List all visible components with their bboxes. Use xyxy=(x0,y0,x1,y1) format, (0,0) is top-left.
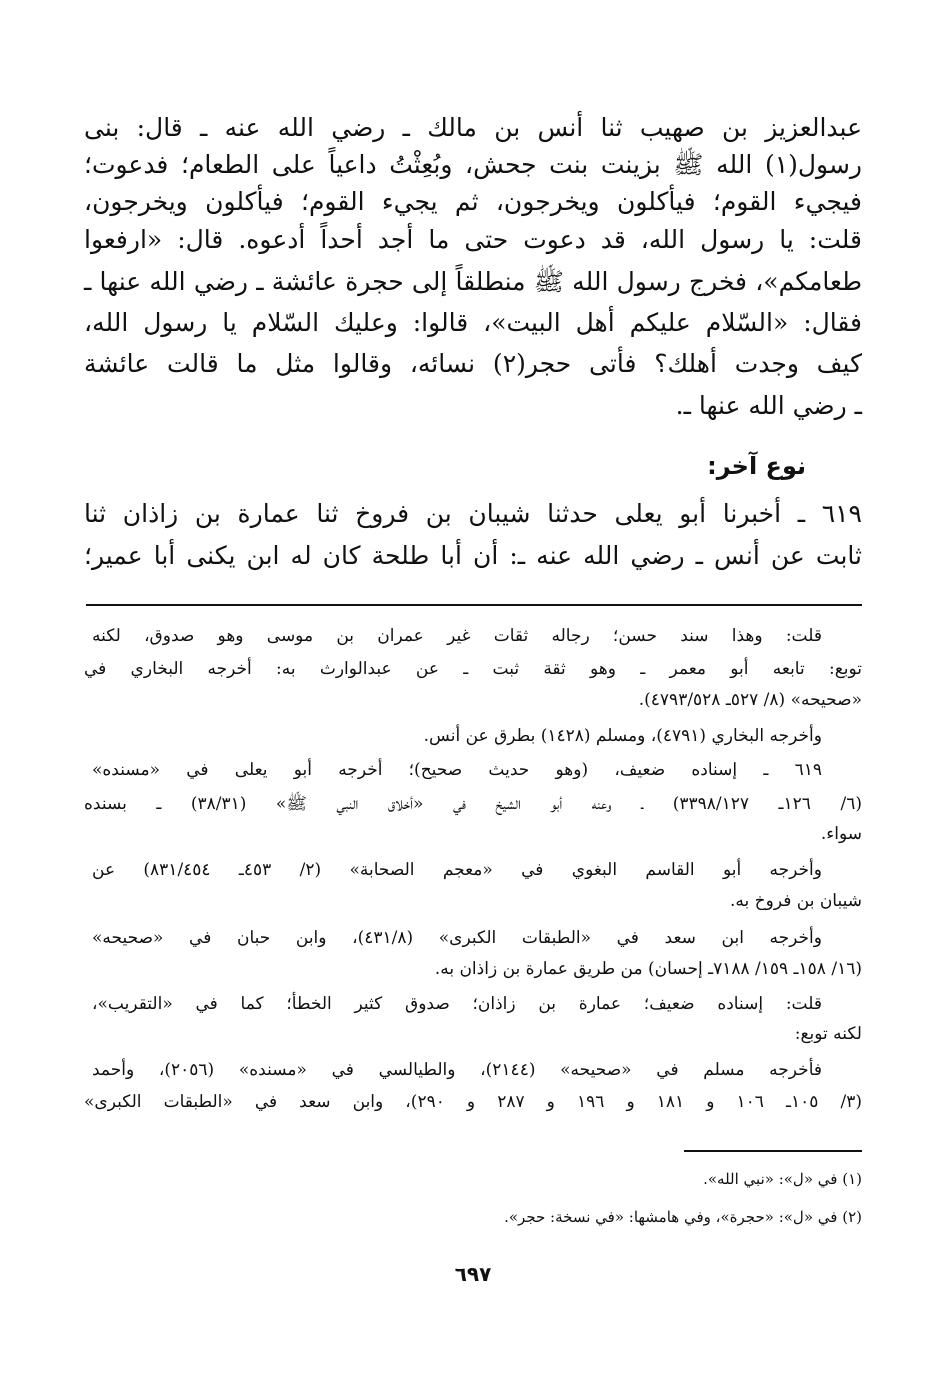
note-line: سواء. xyxy=(820,824,862,844)
note-line: فأخرجه مسلم في «صحيحه» (٢١٤٤)، والطيالسي في «مسنده» (٢٠٥٦)، وأحمد xyxy=(92,1060,822,1080)
note-line: «صحيحه» (٨/ ٥٢٧ـ ٤٧٩٣/٥٢٨). xyxy=(638,690,862,710)
note-line: (١٦/ ١٥٨ـ ١٥٩/ ٧١٨٨ـ إحسان) من طريق عمارة بن زاذان به. xyxy=(434,959,862,979)
note-line: شيبان بن فروخ به. xyxy=(730,891,862,911)
note-line: (٦/ ١٢٦ـ ٣٣٩٨/١٢٧) ـ وعنه أبو الشيخ في «أخلاق النبي ﷺ» (٣٨/٣١) ـ بسنده xyxy=(84,794,862,814)
main-text-line: رسول(١) الله ﷺ بزينت بنت جحش، وبُعِثْتُ داعياً على الطعام؛ فدعوت؛ xyxy=(84,150,862,179)
note-line: وأخرجه البخاري (٤٧٩١)، ومسلم (١٤٢٨) بطرق عن أنس. xyxy=(423,726,822,746)
main-text-line: قلت: يا رسول الله، قد دعوت حتى ما أجد أحداً أدعوه. قال: «ارفعوا xyxy=(84,225,862,254)
main-text-line: عبدالعزيز بن صهيب ثنا أنس بن مالك ـ رضي الله عنه ـ قال: بنى xyxy=(84,113,862,142)
note-line: (٣/ ١٠٥ـ ١٠٦ و ١٨١ و ١٩٦ و ٢٨٧ و ٢٩٠)، وابن سعد في «الطبقات الكبرى» xyxy=(84,1092,862,1112)
main-text-line: فيجيء القوم؛ فيأكلون ويخرجون، ثم يجيء القوم؛ فيأكلون ويخرجون، xyxy=(84,187,862,216)
notes-divider xyxy=(86,604,862,606)
footnote: (١) في «ل»: «نبي الله». xyxy=(703,1170,862,1188)
note-line: قلت: إسناده ضعيف؛ عمارة بن زاذان؛ صدوق كثير الخطأ؛ كما في «التقريب»، xyxy=(92,994,822,1014)
hadith-text-line: ٦١٩ ـ أخبرنا أبو يعلى حدثنا شيبان بن فروخ ثنا عمارة بن زاذان ثنا xyxy=(84,499,862,528)
footnote: (٢) في «ل»: «حجرة»، وفي هامشها: «في نسخة: حجر». xyxy=(504,1208,862,1226)
note-line: توبع: تابعه أبو معمر ـ وهو ثقة ثبت ـ عن عبدالوارث به: أخرجه البخاري في xyxy=(84,659,862,679)
note-line: قلت: وهذا سند حسن؛ رجاله ثقات غير عمران بن موسى وهو صدوق، لكنه xyxy=(92,626,822,646)
main-text-line: طعامكم»، فخرج رسول الله ﷺ منطلقاً إلى حجرة عائشة ـ رضي الله عنها ـ xyxy=(84,267,862,296)
hadith-text-line: ثابت عن أنس ـ رضي الله عنه ـ: أن أبا طلحة كان له ابن يكنى أبا عمير؛ xyxy=(84,541,862,570)
note-line: وأخرجه ابن سعد في «الطبقات الكبرى» (٤٣١/٨)، وابن حبان في «صحيحه» xyxy=(92,928,822,948)
note-line: ٦١٩ ـ إسناده ضعيف، (وهو حديث صحيح)؛ أخرجه أبو يعلى في «مسنده» xyxy=(92,760,822,780)
page-number: ٦٩٧ xyxy=(454,1262,492,1286)
main-text-line: كيف وجدت أهلك؟ فأتى حجر(٢) نسائه، وقالوا مثل ما قالت عائشة xyxy=(84,349,863,378)
section-heading: نوع آخر: xyxy=(707,452,806,480)
main-text-line: ـ رضي الله عنها ـ. xyxy=(675,391,862,420)
note-line: وأخرجه أبو القاسم البغوي في «معجم الصحابة» (٢/ ٤٥٣ـ ٨٣١/٤٥٤) عن xyxy=(92,860,822,880)
note-line: لكنه توبع: xyxy=(794,1024,862,1044)
footnotes-divider xyxy=(684,1150,862,1152)
main-text-line: فقال: «السّلام عليكم أهل البيت»، قالوا: وعليك السّلام يا رسول الله، xyxy=(84,308,862,337)
